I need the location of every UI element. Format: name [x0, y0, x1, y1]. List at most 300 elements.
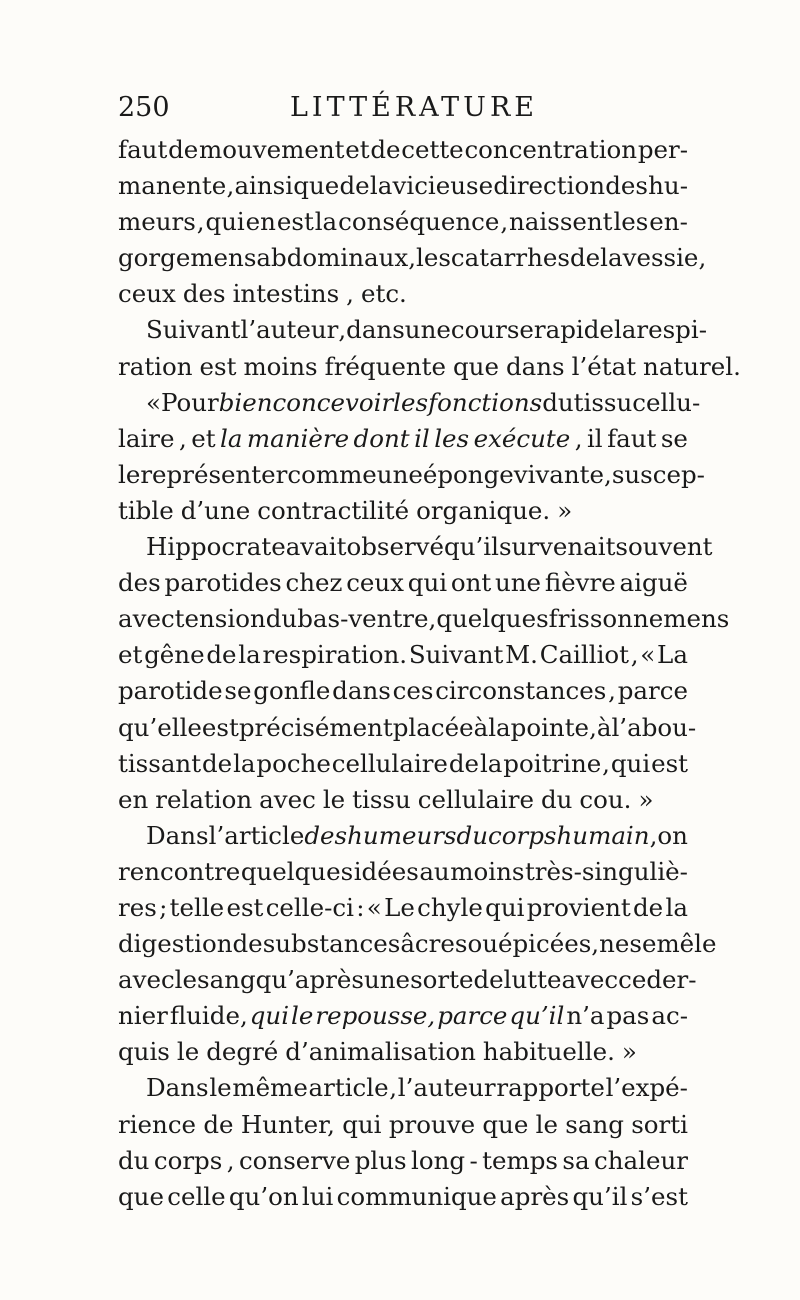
text-line	[118, 890, 688, 926]
word: telle	[169, 892, 225, 922]
italic-word: le	[291, 1001, 314, 1031]
word: parotides	[164, 568, 282, 598]
word: ,	[178, 423, 187, 453]
text-line	[118, 998, 688, 1034]
text-line	[118, 601, 730, 637]
word: qui	[485, 892, 525, 922]
text-line	[118, 673, 688, 709]
word: est	[226, 892, 264, 922]
italic-word: humain	[556, 820, 650, 850]
word: chyle	[417, 892, 483, 922]
text-line	[118, 1034, 688, 1070]
word: parotide	[118, 676, 223, 706]
word: des	[605, 171, 648, 201]
word: qui	[342, 1109, 382, 1139]
word: une	[364, 965, 411, 995]
text-line	[118, 962, 697, 998]
word: ,	[604, 459, 612, 489]
word: en	[245, 207, 276, 237]
word: direction	[493, 171, 605, 201]
word: d’une	[180, 495, 251, 525]
text-line	[118, 132, 688, 168]
word: Cailliot	[539, 640, 629, 670]
word: de	[370, 135, 401, 164]
word: s’est	[630, 1181, 688, 1211]
word: quelques	[240, 856, 354, 886]
text-line	[118, 1107, 688, 1143]
word: la	[488, 712, 511, 742]
word: organique.	[416, 495, 551, 525]
word: le	[322, 784, 346, 814]
word: que	[482, 1109, 529, 1139]
word: tissu	[352, 784, 411, 814]
word: l’abou-	[611, 712, 697, 742]
word: long	[411, 1145, 466, 1175]
word: vicieuse	[392, 171, 494, 201]
word: faut	[607, 423, 657, 453]
word: l’article	[208, 820, 305, 850]
word: laire	[118, 423, 175, 453]
word: Suivant	[146, 315, 241, 345]
word: que	[293, 171, 340, 201]
word: nier	[118, 1001, 168, 1031]
word: qu’elle	[118, 712, 202, 742]
word: l’auteur	[240, 315, 339, 345]
word: manente	[118, 171, 227, 201]
italic-word: il	[414, 423, 430, 453]
text-line	[118, 276, 688, 312]
text-line	[118, 385, 701, 421]
word: naissent	[509, 207, 613, 237]
word: ne	[599, 929, 630, 959]
word: et	[118, 640, 143, 670]
word: communique	[336, 1181, 497, 1211]
word: chaleur	[594, 1145, 688, 1175]
word: la	[314, 207, 338, 237]
word: dans	[346, 315, 405, 345]
word: avait	[285, 532, 347, 562]
word: qu’il	[444, 532, 499, 562]
word: pas	[606, 1001, 650, 1031]
word: faut	[118, 135, 168, 164]
text-line	[118, 421, 688, 457]
word: qu’on	[228, 1181, 299, 1211]
word: se	[224, 676, 252, 706]
word: digestion	[118, 929, 233, 959]
word: comme	[287, 459, 377, 489]
word: celle	[167, 1181, 226, 1211]
word: se	[629, 929, 657, 959]
word: n’a	[566, 1001, 605, 1031]
word: quelques	[436, 604, 549, 634]
word: poitrine	[503, 748, 602, 778]
word: de	[232, 929, 263, 959]
word: respiration.	[262, 640, 408, 670]
text-line	[118, 493, 688, 529]
word: et	[191, 423, 216, 453]
word: aiguë	[619, 568, 688, 598]
word: du	[118, 1145, 150, 1175]
italic-word: dont	[353, 423, 410, 453]
word: degré	[206, 1037, 279, 1067]
text-line	[118, 529, 713, 565]
word: celle-ci	[265, 892, 354, 922]
word: per-	[637, 135, 688, 164]
word: et	[345, 135, 370, 164]
word: ,	[346, 279, 354, 309]
word: parce	[617, 676, 688, 706]
word: est	[201, 712, 239, 742]
word: âcres	[400, 929, 468, 959]
text-line	[118, 854, 688, 890]
word: res	[118, 892, 157, 922]
word: hu-	[648, 171, 688, 201]
word: la	[233, 748, 256, 778]
word: l’auteur	[397, 1073, 496, 1103]
word: que	[118, 1181, 164, 1211]
word: tension	[174, 604, 266, 634]
word: se	[660, 423, 688, 453]
text-line	[118, 240, 707, 276]
word: les	[415, 243, 451, 273]
italic-word: parce	[437, 1001, 508, 1031]
word: la	[600, 243, 623, 273]
word: respi-	[636, 315, 707, 345]
word: naturel.	[643, 351, 741, 381]
word: catarrhes	[450, 243, 570, 273]
text-line	[118, 565, 688, 601]
word: ce	[618, 965, 647, 995]
word: d’animalisation	[285, 1037, 476, 1067]
word: la	[665, 892, 688, 922]
word: en	[118, 784, 149, 814]
word: course	[450, 315, 534, 345]
word: article	[308, 1073, 389, 1103]
word: rience	[118, 1109, 197, 1139]
text-line	[118, 204, 688, 240]
italic-word: humeurs	[347, 820, 457, 850]
word: qui	[205, 207, 245, 237]
word: dans	[332, 676, 391, 706]
text-line	[118, 818, 688, 854]
word: idées	[353, 856, 419, 886]
italic-word: les	[393, 387, 429, 417]
word: der-	[646, 965, 697, 995]
italic-word: manière	[246, 423, 350, 453]
running-head: LITTÉRATURE	[290, 92, 538, 123]
word: »	[621, 1037, 637, 1067]
word: qu’après	[255, 965, 364, 995]
word: sa	[562, 1145, 590, 1175]
word: fièvre	[544, 568, 616, 598]
word: est	[651, 748, 688, 778]
word: la	[613, 315, 637, 345]
word: que	[453, 351, 499, 381]
word: observé	[346, 532, 445, 562]
text-line	[118, 746, 688, 782]
word: en-	[649, 207, 688, 237]
word: de	[448, 748, 480, 778]
italic-word: bien	[218, 387, 273, 417]
word: ration	[118, 351, 193, 381]
word: cellu-	[632, 387, 701, 417]
word: des	[118, 568, 161, 598]
word: la	[369, 171, 393, 201]
word: abdominaux,	[256, 243, 416, 273]
word: ,	[589, 712, 597, 742]
word: très-singuliè-	[524, 856, 688, 886]
word: gorgemens	[118, 243, 257, 273]
text-line	[118, 168, 688, 204]
italic-word: repousse,	[315, 1001, 436, 1031]
word: moins	[450, 856, 525, 886]
word: rencontre	[118, 856, 241, 886]
word: est	[276, 207, 314, 237]
word: conséquence	[338, 207, 500, 237]
word: ont	[450, 568, 492, 598]
word: le	[174, 965, 198, 995]
word: moins	[243, 351, 318, 381]
word: :	[356, 892, 365, 922]
word: ainsi	[234, 171, 294, 201]
word: relation	[155, 784, 253, 814]
word: mouvement	[199, 135, 345, 164]
word: de	[203, 1109, 234, 1139]
word: une	[495, 568, 542, 598]
word: la	[479, 748, 503, 778]
word: au	[419, 856, 450, 886]
word: ,	[649, 820, 658, 850]
word: sang	[197, 965, 256, 995]
text-line	[118, 1179, 688, 1215]
book-page	[118, 92, 741, 1215]
word: chez	[285, 568, 343, 598]
word: une	[404, 315, 451, 345]
word: on	[657, 820, 688, 850]
word: qu’il	[572, 1181, 628, 1211]
word: suscep-	[611, 459, 705, 489]
word: représenter	[140, 459, 288, 489]
word: après	[500, 1181, 570, 1211]
word: l’expé-	[605, 1073, 688, 1103]
word: ceux	[118, 279, 176, 309]
word: ,	[500, 207, 509, 237]
word: substances	[262, 929, 401, 959]
word: gonfle	[253, 676, 331, 706]
word: ,	[226, 1145, 235, 1175]
word: frissonnemens	[548, 604, 730, 634]
word: de	[569, 243, 601, 273]
word: Suivant	[408, 640, 504, 670]
word: le	[176, 1037, 200, 1067]
word: il	[586, 423, 603, 453]
word: ,	[630, 640, 639, 670]
italic-word: du	[456, 820, 489, 850]
word: conserve	[238, 1145, 351, 1175]
word: sang	[565, 1109, 624, 1139]
text-line	[118, 782, 688, 818]
italic-word: des	[304, 820, 348, 850]
word: provient	[526, 892, 631, 922]
italic-word: exécute	[473, 423, 571, 453]
page-header	[118, 92, 688, 132]
word: ;	[159, 892, 168, 922]
word: dans	[505, 351, 565, 381]
word: Hippocrate	[146, 532, 286, 562]
word: sorti	[631, 1109, 688, 1139]
word: rapide	[533, 315, 614, 345]
word: ac-	[651, 1001, 688, 1031]
page-number: 250	[118, 92, 170, 123]
text-line	[118, 312, 707, 348]
word: temps	[482, 1145, 558, 1175]
italic-word: qui	[249, 1001, 290, 1031]
word: ,	[574, 423, 583, 453]
word: tissant	[118, 748, 202, 778]
word: ou	[467, 929, 498, 959]
word: lutte	[503, 965, 562, 995]
word: cette	[401, 135, 464, 164]
word: éponge	[422, 459, 514, 489]
text-line	[118, 926, 717, 962]
italic-word: fonctions	[428, 387, 543, 417]
word: le	[535, 1109, 558, 1139]
text-line	[118, 1143, 688, 1179]
word: «	[640, 640, 656, 670]
word: fréquente	[324, 351, 446, 381]
word: «	[146, 387, 161, 417]
word: du	[542, 387, 574, 417]
word: meurs	[118, 207, 196, 237]
word: même	[232, 1073, 308, 1103]
word: poche	[256, 748, 331, 778]
word: plus	[354, 1145, 407, 1175]
word: survenait	[498, 532, 616, 562]
word: Hunter,	[240, 1109, 335, 1139]
word: ,	[428, 604, 437, 634]
word: etc.	[360, 279, 407, 309]
word: bas-ventre	[297, 604, 429, 634]
word: de	[473, 965, 504, 995]
word: tible	[118, 495, 174, 525]
text-line	[118, 710, 697, 746]
word: ,	[608, 676, 616, 706]
word: qui	[407, 568, 448, 598]
word: Pour	[161, 387, 219, 417]
italic-word: qu’il	[509, 1001, 565, 1031]
word: de	[633, 892, 664, 922]
word: à	[473, 712, 489, 742]
word: prouve	[388, 1109, 476, 1139]
word: sorte	[410, 965, 474, 995]
word: rapporte	[496, 1073, 605, 1103]
text-line	[118, 1070, 688, 1106]
word: ,	[591, 929, 600, 959]
word: à	[596, 712, 612, 742]
word: avec	[561, 965, 619, 995]
word: »	[557, 495, 573, 525]
word: le	[209, 1073, 232, 1103]
word: ces	[392, 676, 434, 706]
word: -	[469, 1145, 478, 1175]
word: fluide,	[169, 1001, 248, 1031]
text-line	[118, 637, 688, 673]
word: de	[201, 748, 233, 778]
word: ,	[338, 315, 347, 345]
word: les	[613, 207, 649, 237]
word: vivante	[513, 459, 605, 489]
body-text	[118, 132, 741, 1215]
italic-word: concevoir	[272, 387, 394, 417]
word: habituelle.	[482, 1037, 615, 1067]
word: cellulaire	[417, 784, 534, 814]
word: pointe	[510, 712, 590, 742]
italic-word: la	[220, 423, 243, 453]
word: le	[118, 459, 141, 489]
word: du	[265, 604, 298, 634]
word: «	[366, 892, 382, 922]
word: ,	[226, 171, 235, 201]
word: cou.	[579, 784, 632, 814]
italic-word: corps	[488, 820, 557, 850]
word: ,	[389, 1073, 398, 1103]
word: avec	[118, 965, 175, 995]
word: concentration	[464, 135, 638, 164]
word: avec	[259, 784, 316, 814]
word: du	[540, 784, 573, 814]
word: ,	[602, 748, 610, 778]
word: Dans	[146, 820, 209, 850]
word: »	[638, 784, 654, 814]
word: vessie	[622, 243, 699, 273]
word: épicées	[497, 929, 592, 959]
word: souvent	[615, 532, 713, 562]
word: précisément	[238, 712, 393, 742]
word: contractilité	[257, 495, 410, 525]
word: de	[168, 135, 199, 164]
word: l’état	[571, 351, 637, 381]
text-line	[118, 349, 741, 385]
word: ceux	[346, 568, 405, 598]
word: des	[182, 279, 226, 309]
word: intestins	[232, 279, 340, 309]
word: Le	[384, 892, 415, 922]
word: corps	[153, 1145, 223, 1175]
italic-word: les	[434, 423, 470, 453]
word: tissu	[573, 387, 633, 417]
word: quis	[118, 1037, 170, 1067]
word: Dans	[146, 1073, 209, 1103]
word: cellulaire	[331, 748, 448, 778]
word: gêne	[144, 640, 205, 670]
word: est	[199, 351, 237, 381]
word: placée	[392, 712, 474, 742]
word: une	[376, 459, 423, 489]
word: ,	[698, 243, 707, 273]
word: la	[238, 640, 261, 670]
word: de	[339, 171, 370, 201]
word: de	[206, 640, 237, 670]
text-line	[118, 457, 705, 493]
word: circonstances	[435, 676, 607, 706]
word: M.	[505, 640, 538, 670]
word: avec	[118, 604, 175, 634]
word: La	[657, 640, 688, 670]
word: qui	[610, 748, 651, 778]
word: mêle	[656, 929, 717, 959]
word: ,	[196, 207, 205, 237]
word: lui	[301, 1181, 334, 1211]
